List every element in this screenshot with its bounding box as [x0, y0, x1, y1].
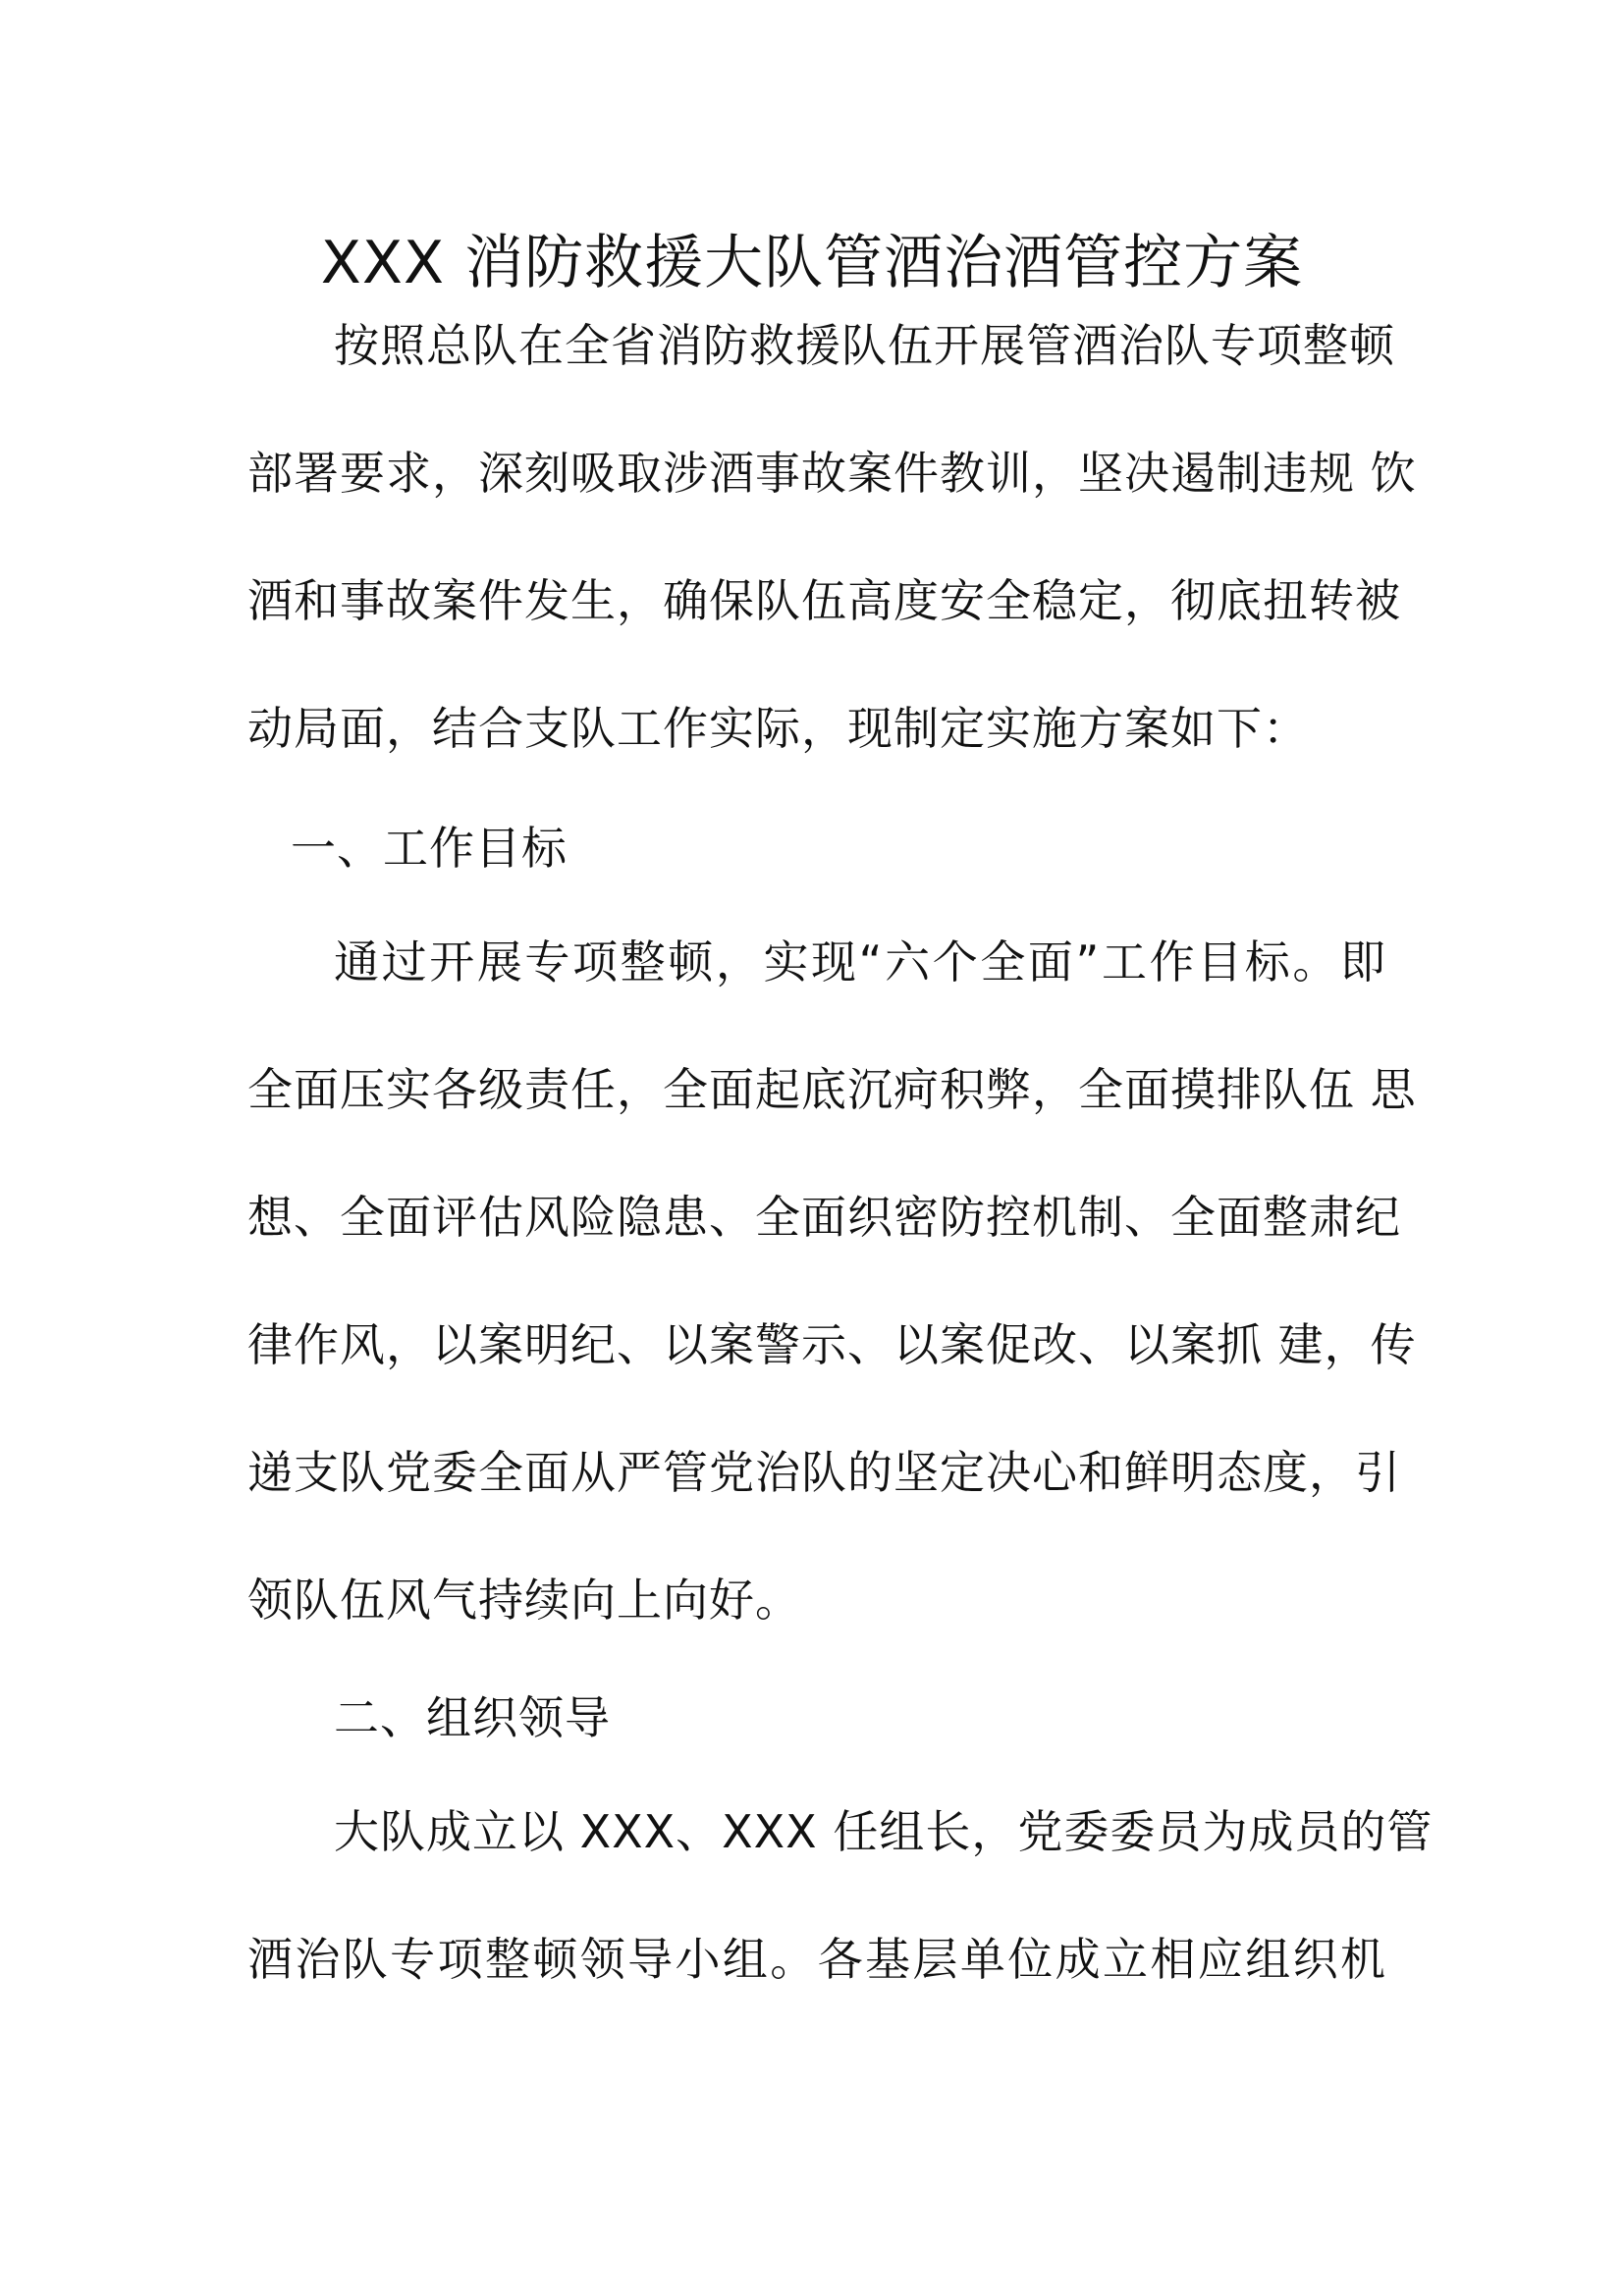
section-heading: 一、工作目标 — [291, 822, 568, 875]
paragraph-line: 递支队党委全面从严管党治队的坚定决心和鲜明态度，引 — [247, 1446, 1401, 1499]
paragraph-line: 大队成立以 XXX、XXX 任组长，党委委员为成员的管 — [334, 1805, 1434, 1858]
paragraph-line: 按照总队在全省消防救援队伍开展管酒治队专项整顿 — [334, 319, 1395, 372]
paragraph-line: 想、全面评估风险隐患、全面织密防控机制、全面整肃纪 — [247, 1191, 1401, 1244]
paragraph-line: 酒和事故案件发生，确保队伍高度安全稳定，彻底扭转被 — [247, 574, 1401, 627]
paragraph-line: 领队伍风气持续向上向好。 — [247, 1574, 801, 1627]
paragraph-line: 动局面，结合支队工作实际，现制定实施方案如下： — [247, 702, 1309, 755]
document-title: XXX 消防救援大队管酒治酒管控方案 — [320, 229, 1304, 297]
paragraph-line: 部署要求，深刻吸取涉酒事故案件教训，坚决遏制违规 饮 — [247, 447, 1417, 500]
paragraph-line: 全面压实各级责任，全面起底沉疴积弊，全面摸排队伍 思 — [247, 1063, 1417, 1116]
paragraph-line: 通过开展专项整顿，实现“六个全面”工作目标。即 — [334, 935, 1386, 988]
paragraph-line: 律作风，以案明纪、以案警示、以案促改、以案抓 建，传 — [247, 1318, 1417, 1371]
section-heading: 二、组织领导 — [334, 1691, 611, 1744]
paragraph-line: 酒治队专项整顿领导小组。各基层单位成立相应组织机 — [247, 1933, 1386, 1986]
